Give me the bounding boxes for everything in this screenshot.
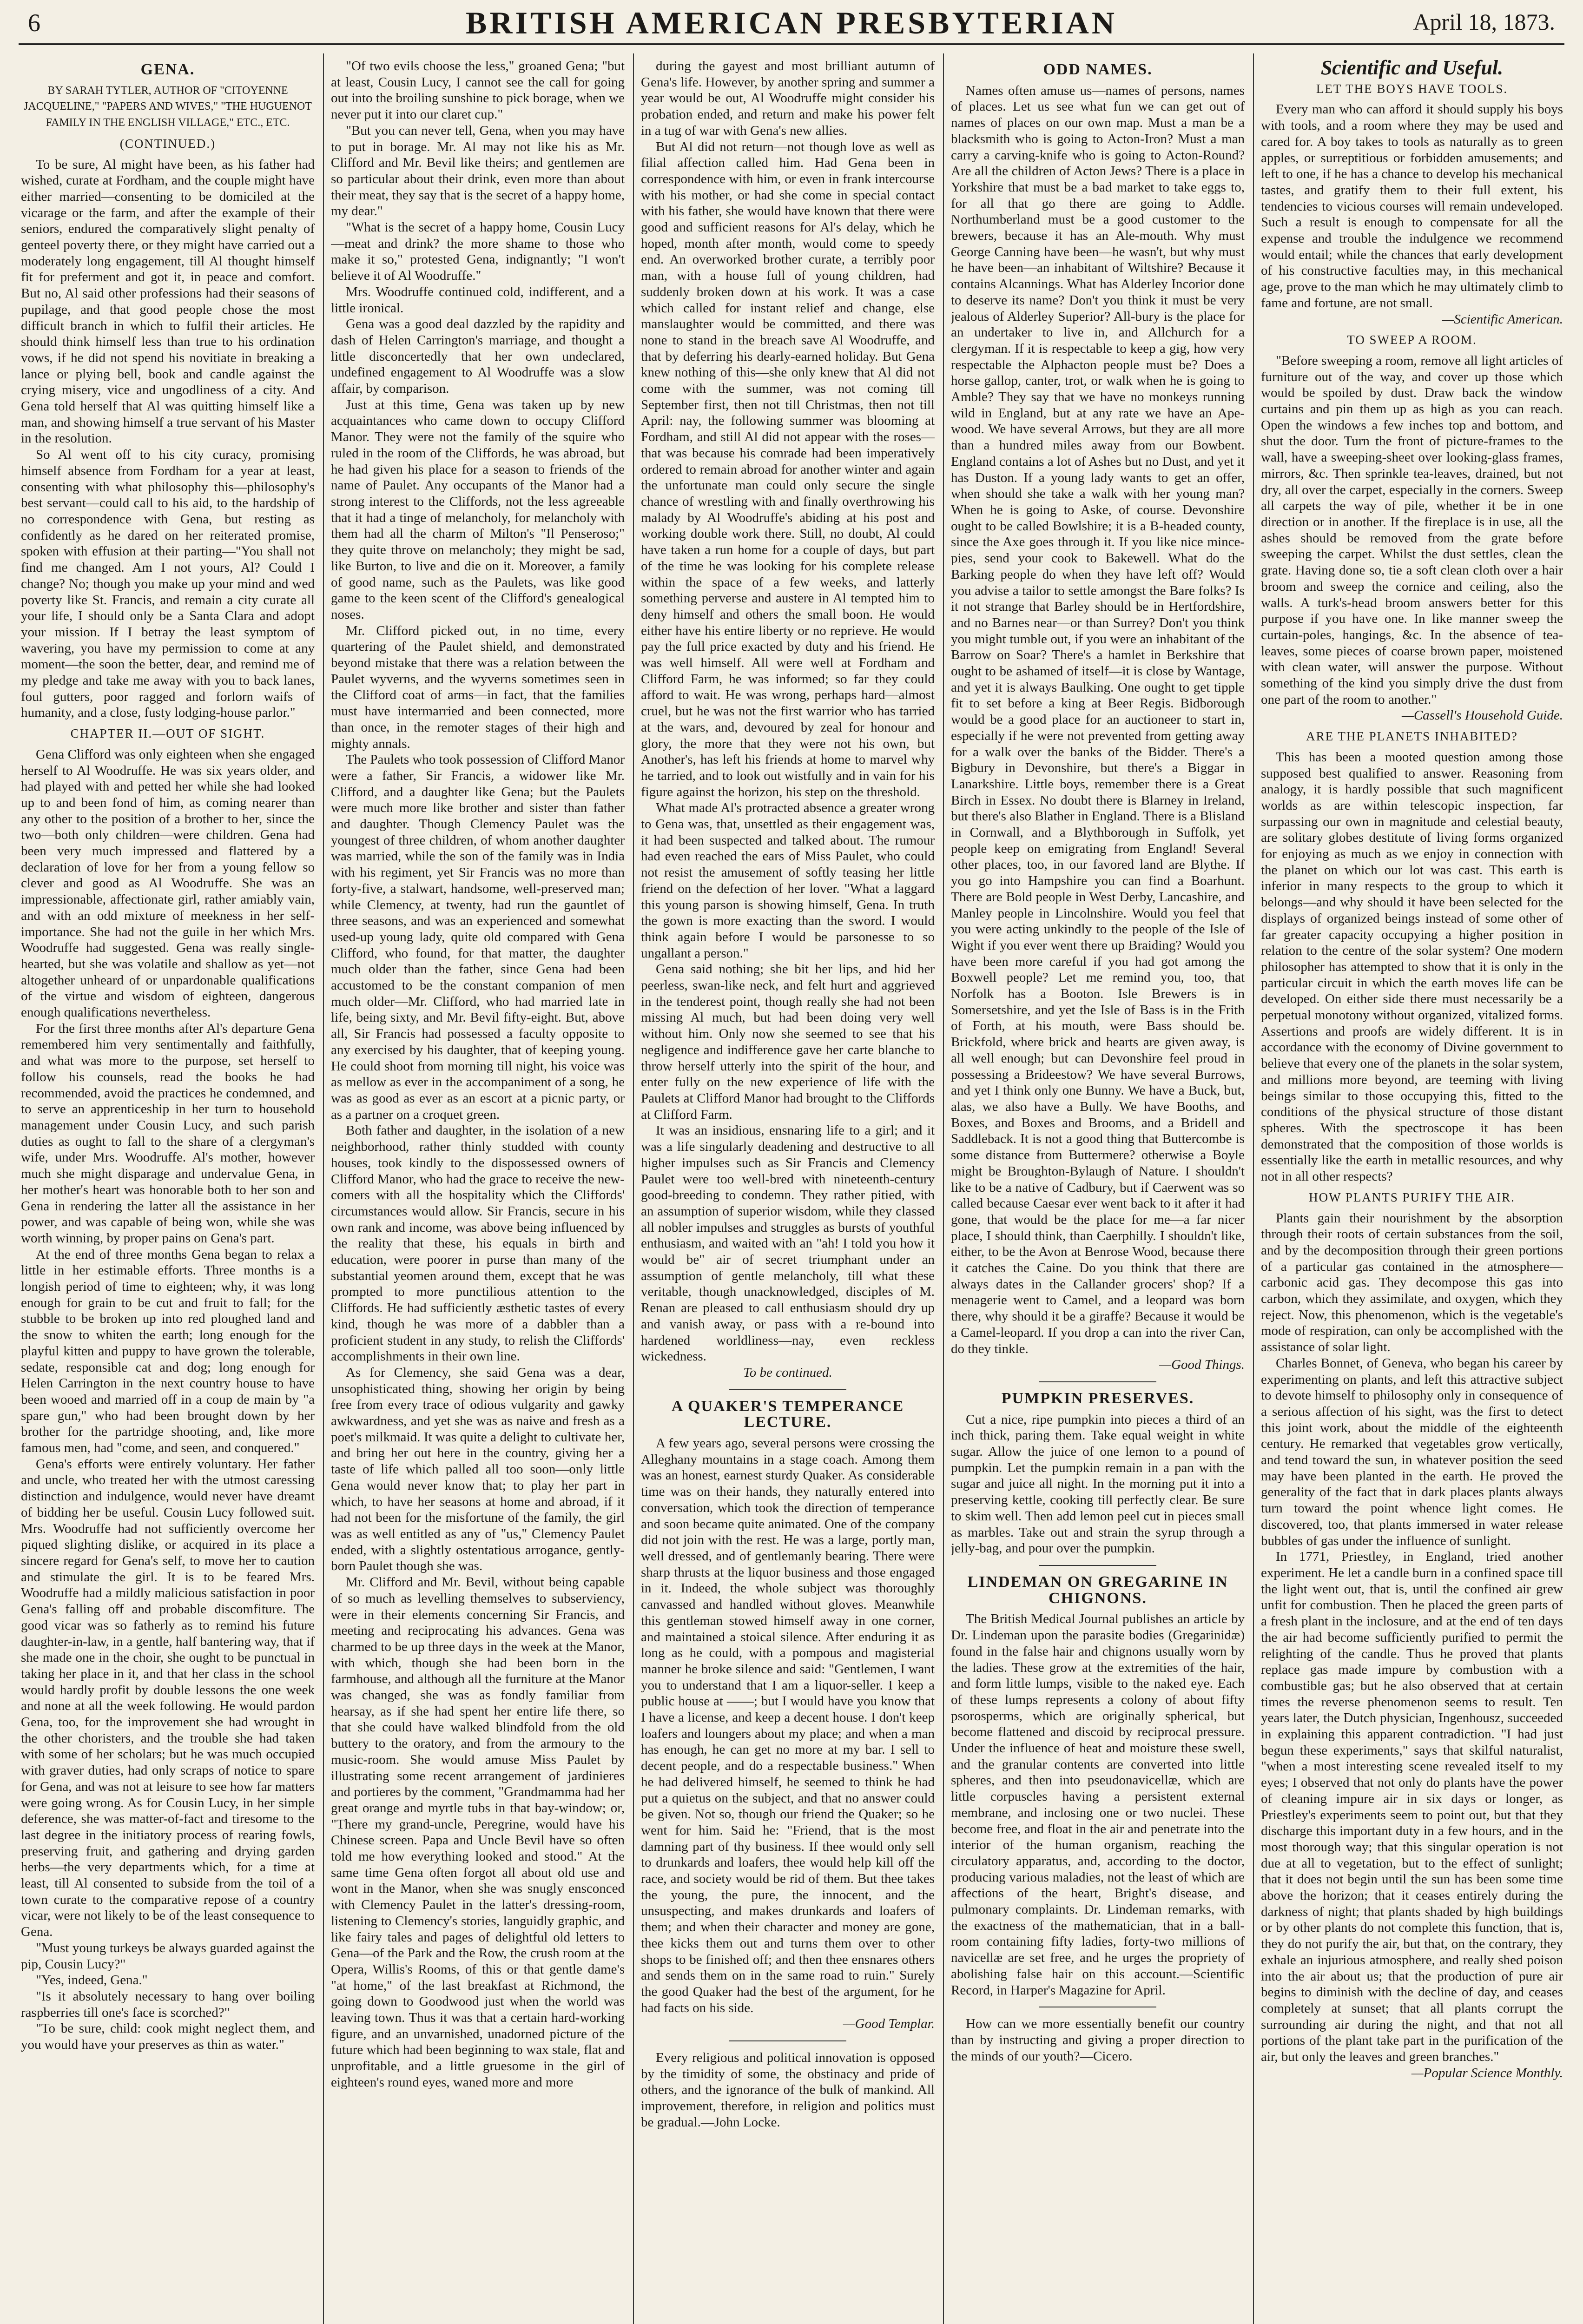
paragraph: Names often amuse us—names of persons, names of places. Let us see what fun we can get out of names of places on our own map. Must a man be a blacksmith who is going to Acton-Iron? Must a man carry a carving-knife who is going to Acton-Round? Are all the children of Acton Jews? There is a place in Yorkshire that must be a bad market to take eggs to, for all that go there are going to Addle. Northumberland must be a good customer to the brewers, because it has an Ale-mouth. Why must George Canning have been—he wasn't, but why must he have been—an inhabitant of Wiltshire? Because it contains Alcannings. What has Alderley Incorior done to deserve its name? Don't you think it must be very jealous of Alderley Superior? All-bury is the place for an undertaker to live in, and Allchurch for a clergyman. If it is respectable to keep a gig, how very respectable the Alphacton people must be? Does a horse gallop, canter, trot, or walk when he is going to Amble? They say that we have no monkeys running wild in England, but at any rate we have an Ape-wood. We have several Arrows, but they are all more than a hundred miles away from our Bowbent. England contains a lot of Ashes but no Dust, and yet it has Duston. If a young lady wants to get an offer, when should she take a walk with her young man? When he is going to Aske, of course. Devonshire ought to be called Bowlshire; it is a B-headed county, since the Axe goes through it. If you like nice mince-pies, send your cook to Bakewell. What do the Barking people do when they have left off? Would you advise a tailor to settle amongst the Bare folks? Is it not strange that Barley should be in Hertfordshire, and no Barnes near—or than Surrey? Don't you think you might tumble out, if you were an inhabitant of the Barrow on Soar? There's a hamlet in Berkshire that ought to be ashamed of itself—it is close by Wantage, and yet it is always Baulking. One ought to get tipple fit to set before a king at Beer Regis. Bidborough would be a good place for an auctioneer to start in, especially if he were not prevented from getting away for a walk over the banks of the Bidder. There's a Bigbury in Devonshire, but there's a Biggar in Lanarkshire. Little boys, remember there is a Great Birch in Essex. No doubt there is Blarney in Ireland, but there's also Blather in England. There is a Blisland in Cornwall, and a Blythborough in Suffolk, yet people keep on emigrating from England! Several other places, too, in our favored land are Blythe. If you go into Hampshire you can find a Boarhunt. There are Bold people in West Derby, Lancashire, and Manley people in Lincolnshire. Would you feel that you were acting unkindly to the people of the Isle of Wight if you ever went there up Braiding? Would you have been more careful if you had got among the Boxwell people? Let me remind you, too, that Norfolk has a Booton. Isle Brewers is in Somersetshire, and yet the Isle of Bass is in the Frith of Forth, at his mouth, were Bass should be. Brickfold, where brick and hearts are given away, is all well enough; but can Devonshire feel proud in possessing a Brideestow? We have several Burrows, and yet I think only one Bunny. We have a Buck, but, alas, we also have a Bully. We have Booths, and Boxes, and Boxes and Brooms, and a Bridell and Saddleback. It is not a good thing that Buttercombe is some distance from Buttermere? otherwise a Boyle might be Broughton-Bylaugh of Nature. I shouldn't like to be a native of Cadbury, but if Caerwent was so called because Caesar ever went back to it after it had gone, that would be the place for me—a far nicer place, I should think, than Caerphilly. I shouldn't like, either, to be the Avon at Benrose Wood, because there it catches the Caine. Do you think that there are always dates in the Callander grocers' shop? If a menagerie went to Camel, and a leopard was born there, why should it be a giraffe? Because it would be a Camel-leopard. If you drop a can into the river Can, do they tinkle.: [951, 83, 1245, 1356]
page-number: 6: [28, 9, 40, 37]
masthead: [0, 0, 1583, 42]
masthead-rule: [19, 43, 1564, 45]
paragraph: Cut a nice, ripe pumpkin into pieces a third of an inch thick, paring them. Take equal weight in white sugar. Allow the juice of one lemon to a pound of pumpkin. Let the pumpkin remain in a pan with the sugar and juice all night. In the morning put it into a preserving kettle, cooking till perfectly clear. Be sure to skim well. Then add lemon peel cut in pieces small as marbles. Take out and strain the syrup through a jelly-bag, and pour over the pumpkin.: [951, 1412, 1245, 1556]
quotation: How can we more essentially benefit our country than by instructing and giving a proper direction to the minds of our youth?—Cicero.: [951, 2016, 1245, 2064]
column-divider: [323, 53, 324, 2324]
paragraph: Charles Bonnet, of Geneva, who began his career by experimenting on plants, and left this attractive subject to devote himself to philosophy only in consequence of a serious affection of his sight, was the first to detect this joint work, about the middle of the eighteenth century. He remarked that vegetables grow vertically, and tend toward the sun, in whatever position the seed may have been planted in the earth. He proved the generality of the fact that in dark places plants always turn toward the point whence light comes. He discovered, too, that plants immersed in water release bubbles of gas under the influence of sunlight.: [1261, 1355, 1563, 1548]
paragraph: For the first three months after Al's departure Gena remembered him very sentimentally and faithfully, and what was more to the purpose, set herself to follow his counsels, read the books he had recommended, avoid the practices he condemned, and to serve an apprenticeship in her turn to household management under Cousin Lucy, and such parish duties as ought to fall to the share of a clergyman's wife, under Mrs. Woodruffe. Al's mother, however much she might disparage and undervalue Gena, in her mother's heart was honorable both to her son and Gena in rendering the latter all the assistance in her power, and was capable of being won, while she was worth winning, by proper pains on Gena's part.: [21, 1021, 315, 1246]
paragraph: So Al went off to his city curacy, promising himself absence from Fordham for a year at least, consenting with what philosophy this—philosophy's best servant—could call to his aid, to the hardship of no correspondence with Gena, but resting as confidently as he dared on her reiterated promise, spoken with effusion at their parting—"You shall not find me changed. Am I not yours, Al? Could I change? No; though you make up your mind and wed poverty like St. Francis, and remain a city curate all your life, I should only be a Santa Clara and adopt your mission. If I betray the least symptom of wavering, you have my permission to come at any moment—the soon the better, dear, and remind me of my pledge and take me away with you to back lanes, foul gutters, poor ragged and forlorn waifs of humanity, and a close, fusty lodging-house parlor.": [21, 447, 315, 720]
chapter-heading: CHAPTER II.—OUT OF SIGHT.: [70, 726, 265, 741]
article-title: PUMPKIN PRESERVES.: [1001, 1389, 1194, 1407]
article-rule: [729, 1389, 847, 1390]
paragraph: But Al did not return—not though love as well as filial affection called him. Had Gena been in correspondence with him, or even in frank intercourse with his mother, or had she come in special contact with his father, she would have known that there were good and sufficient reasons for Al's delay, which he hoped, month after month, would come to speedy end. An overworked brother curate, a terribly poor man, with a house full of young children, had suddenly broken down at his work. It was a case which called for instant relief and change, else manslaughter would be committed, and there was none to stand in the breach save Al Woodruffe, and that by deferring his dearly-earned holiday. But Gena knew nothing of this—she only knew that Al did not come with the summer, was not coming till September first, then not till Christmas, then not till April: nay, the following summer was blooming at Fordham, and still Al did not appear with the roses—that was because his comrade had been imperatively ordered to remain abroad for another winter and again the unfortunate man could only secure the single chance of wrestling with and finally overthrowing his malady by Al Woodruffe's abiding at his post and working double work there. Still, no doubt, Al could have taken a run home for a couple of days, but part of the time he was looking for his complete release within the space of a few weeks, and latterly something perverse and austere in Al tempted him to deny himself and others the small boon. He would either have his entire liberty or no reprieve. He would pay the full price exacted by duty and his friend. He was well himself. All were well at Fordham and Clifford Farm, he was informed; so far they could afford to wait. He was wrong, perhaps hard—almost cruel, but he was not the first warrior who has tarried at the wars, and, devoured by zeal for honour and glory, the more that they were not his own, but Another's, has left his friends at home to marvel why he tarried, and to look out wistfully and in vain for his figure against the horizon, his step on the threshold.: [641, 139, 935, 799]
column-5: [1261, 58, 1563, 2324]
paragraph: Gena's efforts were entirely voluntary. Her father and uncle, who treated her with the utmost caressing distinction and indulgence, would never have dreamt of bidding her be useful. Cousin Lucy followed suit. Mrs. Woodruffe had not sufficiently overcome her piqued slighting dislike, or acquired in its place a sincere regard for Gena's self, to move her to caution and stimulate the girl. It is to be feared Mrs. Woodruffe had a mildly malicious satisfaction in poor Gena's falling off and probable discomfiture. The good vicar was so fatherly as to remind his future daughter-in-law, in a gentle, half bantering way, that if she made one in the choir, she ought to be punctual in taking her place in it, and that her class in the school would hardly profit by double lessons the one week and none at all the week following. He would pardon Gena, too, for the improvement she had wrought in the other choristers, and the trouble she had taken with some of her scholars; but he was much occupied with graver duties, had only scraps of notice to spare for Gena, and was not at leisure to see how far matters were going wrong. As for Cousin Lucy, in her simple deference, she was matter-of-fact and tiresome to the last degree in the initiatory process of rearing fowls, preserving fruit, and gathering and drying garden herbs—the very departments which, for a time at least, till Al consented to subside from the toil of a town curate to the comparative repose of a country vicar, were not likely to be of the least consequence to Gena.: [21, 1456, 315, 1940]
source-credit: —Good Templar.: [843, 2016, 935, 2032]
paragraph: Mrs. Woodruffe continued cold, indifferent, and a little ironical.: [331, 284, 625, 316]
source-credit: —Popular Science Monthly.: [1411, 2065, 1563, 2080]
paragraph: What made Al's protracted absence a greater wrong to Gena was, that, unsettled as their engagement was, it had been suspected and talked about. The rumour had even reached the ears of Miss Paulet, who could not resist the amusement of softly teasing her little friend on the defection of her lover. "What a laggard this young parson is showing himself, Gena. In truth the gown is more exacting than the sword. I would think again before I would be parsonesse to so ungallant a person.": [641, 800, 935, 961]
paragraph: Mr. Clifford and Mr. Bevil, without being capable of so much as levelling themselves to subserviency, were in their elements concerning Sir Francis, and meeting and reciprocating his advances. Gena was charmed to be up three days in the week at the Manor, with which, though she had been born in the farmhouse, and although all the furniture at the Manor was changed, she was as fondly familiar from hearsay, as if she had spent her entire life there, so that she could have walked blindfold from the old buttery to the oratory, and from the armoury to the music-room. She would amuse Miss Paulet by illustrating some recent arrangement of jardinieres and portieres by the comment, "Grandmamma had her great orange and myrtle tubs in that bay-window; or, "There my grand-uncle, Peregrine, would have his Chinese screen. Papa and Uncle Bevil have so often told me how everything looked and stood." At the same time Gena often forgot all about old use and wont in the Manor, when she was snugly ensconced with Clemency Paulet in the latter's dressing-room, listening to Clemency's stories, languidly graphic, and like fairy tales and pages of delightful old letters to Gena—of the Park and the Row, the crush room at the Opera, Willis's Rooms, of this or that gentle dame's "at home," of the last breakfast at Richmond, the going down to Goodwood just when the world was leaving town. Thus it was that a certain hard-working figure, and an unvarnished, unadorned picture of the future which had been beginning to wax stale, flat and unprofitable, and a little gruesome in the girl of eighteen's round eyes, waned more and more: [331, 1575, 625, 2090]
article-heading: TO SWEEP A ROOM.: [1347, 333, 1477, 347]
paragraph: Gena Clifford was only eighteen when she engaged herself to Al Woodruffe. He was six years older, and had played with and petted her while she had looked up to and been fond of him, as coming nearer than any other to the position of a brother to her, since the two—both only children—were children. Gena had been very much impressed and flattered by a declaration of love for her from a young fellow so clever and good as Al Woodruffe. She was an impressionable, affectionate girl, rather amiably vain, and with an odd mixture of meekness in her self-importance. She had not the guile in her which Mrs. Woodruffe had suggested. Gena was really single-hearted, but she was volatile and shallow as yet—not altogether unheard of or unpardonable qualifications of the virtue and wisdom of eighteen, dangerous enough qualifications nevertheless.: [21, 746, 315, 1020]
column-2: [331, 58, 625, 2324]
paragraph: "What is the secret of a happy home, Cousin Lucy—meat and drink? the more shame to those who make it so," protested Gena, indignantly; "I won't believe it of Al Woodruffe.": [331, 220, 625, 284]
section-heading: Scientific and Useful.: [1320, 58, 1504, 79]
article-heading: ARE THE PLANETS INHABITED?: [1306, 729, 1518, 744]
article-heading: HOW PLANTS PURIFY THE AIR.: [1309, 1190, 1515, 1204]
paragraph: Mr. Clifford picked out, in no time, every quartering of the Paulet shield, and demonstrated beyond mistake that there was a relation between the Paulet wyverns, and the wyverns sometimes seen in the Clifford coat of arms—in fact, that the families must have intermarried and been connected, more than once, in the remoter stages of their high and mighty annals.: [331, 623, 625, 751]
article-rule: [1039, 1381, 1157, 1382]
source-credit: —Good Things.: [1159, 1357, 1245, 1373]
paragraph: "To be sure, child: cook might neglect them, and you would have your preserves as thin as water.": [21, 2021, 315, 2053]
paragraph: "Before sweeping a room, remove all light articles of furniture out of the way, and cover up those which would be spoiled by dust. Draw back the window curtains and pin them up as high as you can reach. Open the windows a few inches top and bottom, and shut the door. Turn the front of picture-frames to the wall, have a sweeping-sheet over looking-glass frames, mirrors, &c. Then sprinkle tea-leaves, drained, but not dry, all over the carpet, especially in the corners. Sweep all carpets the way of pile, whether it be in one direction or in another. If the fireplace is in use, all the ashes should be removed from the grate before sweeping the carpet. Whilst the dust settles, clean the grate. Having done so, tie a soft clean cloth over a hair broom and sweep the cornice and ceiling, also the walls. A turk's-head broom answers better for this purpose if you have one. In like manner sweep the curtain-poles, hangings, &c. In the absence of tea-leaves, some pieces of coarse brown paper, moistened with clean water, will answer the purpose. Without something of the kind you simply drive the dust from one part of the room to another.": [1261, 353, 1563, 707]
article-title: ODD NAMES.: [1043, 61, 1153, 78]
article-title: GENA.: [140, 61, 195, 78]
article-title: LINDEMAN ON GREGARINE IN CHIGNONS.: [967, 1573, 1228, 1607]
paragraph: To be sure, Al might have been, as his father had wished, curate at Fordham, and the couple might have either married—consenting to be domiciled at the vicarage or the farm, and after the example of their seniors, endured the comparatively slight penalty of genteel poverty there, or they might have carried out a moderately long engagement, till Al thought himself fit for preferment and got it, in peace and comfort. But no, Al said other professions had their seasons of pupilage, and that good people chose the most difficult branch in which to fulfil their articles. He should think himself less than true to his ordination vows, if he did not spend his novitiate in breaking a lance or plying bell, book and candle against the crying misery, vice and ungodliness of a city. And Gena told herself that Al was quitting himself like a man, and showing himself a true servant of his Master in the resolution.: [21, 157, 315, 446]
paragraph: The Paulets who took possession of Clifford Manor were a father, Sir Francis, a widower like Mr. Clifford, and a daughter like Gena; but the Paulets were much more like brother and sister than father and daughter. Though Clemency Paulet was the youngest of three children, of whom another daughter was married, while the son of the family was in India with his regiment, yet Sir Francis was no more than forty-five, a stalwart, handsome, well-preserved man; while Clemency, at twenty, had run the gauntlet of three seasons, and was an experienced and somewhat used-up young lady, quite old compared with Gena Clifford, who found, for that matter, the daughter much older than the father, since Gena had been accustomed to be the constant companion of men much older—Mr. Clifford, who had married late in life, being sixty, and Mr. Bevil fifty-eight. But, above all, Sir Francis had possessed a faculty opposite to any exercised by his daughter, that of keeping young. He could shoot from morning till night, his voice was as mellow as ever in the accompaniment of a song, he was as good as ever as an escort at a picnic party, or as a partner on a croquet green.: [331, 752, 625, 1122]
continued-note: (CONTINUED.): [119, 136, 216, 151]
paragraph: At the end of three months Gena began to relax a little in her estimable efforts. Three months is a longish period of time to eighteen; why, it was long enough for grain to be cut and fruit to fall; for the stubble to be broken up into red ploughed land and the snow to whiten the earth; long enough for the playful kitten and puppy to have grown the tolerable, sedate, responsible cat and dog; long enough for Helen Carrington in the next country house to have been wooed and married off in a coup de main by "a spare gun," who had been brought down by her brother for the partridge shooting, and, like more famous men, had "come, and seen, and conquered.": [21, 1247, 315, 1456]
paragraph: This has been a mooted question among those supposed best qualified to answer. Reasoning from analogy, it is hardly possible that such magnificent worlds as are within telescopic inspection, far surpassing our own in magnitude and celestial beauty, are solitary globes destitute of living forms organized for enjoying as much as we enjoy in connection with the planet on which our lot was cast. This earth is inferior in many respects to the group to which it belongs—and why should it have been selected for the displays of organized beings instead of some other of far greater capacity occupying a higher position in relation to the centre of the solar system? One modern philosopher has attempted to show that it is only in the particular circuit in which the earth moves life can be developed. On either side there must necessarily be a perpetual monotony without organized, vitalized forms. Assertions and proofs are widely different. It is in accordance with the economy of Divine government to believe that every one of the planets in the solar system, and millions more beyond, are teeming with living beings similar to those occupying this, fitted to the conditions of the physical structure of those distant spheres. With the spectroscope it has been demonstrated that the composition of those worlds is essentially like the earth in metallic resources, and why not in all other respects?: [1261, 749, 1563, 1184]
quotation: Every religious and political innovation is opposed by the timidity of some, the obstinacy and pride of others, and the ignorance of the bulk of mankind. All improvement, therefore, in religion and politics must be gradual.—John Locke.: [641, 2050, 935, 2130]
paragraph: Just at this time, Gena was taken up by new acquaintances who came down to occupy Clifford Manor. They were not the family of the squire who ruled in the room of the Cliffords, he was abroad, but he had given his place for a season to friends of the name of Paulet. Any occupants of the Manor had a strong interest to the Cliffords, not the less agreeable that it had a tinge of melancholy, for melancholy with them had all the charm of Milton's "Il Penseroso;" they quite throve on melancholy; they might be sad, like Burton, to live and die on it. Moreover, a family of good name, such as the Paulets, was like good game to the keen scent of the Clifford's genealogical noses.: [331, 397, 625, 622]
paragraph: "Must young turkeys be always guarded against the pip, Cousin Lucy?": [21, 1940, 315, 1972]
article-heading: LET THE BOYS HAVE TOOLS.: [1316, 81, 1508, 96]
paragraph: Every man who can afford it should supply his boys with tools, and a room where they may be used and cared for. A boy takes to tools as naturally as to green apples, or surreptitious or forbidden amusements; and left to one, if he has a chance to develop his mechanical tastes, and gratify them to their full extent, his tendencies to vicious courses will remain undeveloped. Such a result is enough to compensate for all the expense and trouble the indulgence we recommend would entail; while the chances that early development of his constructive faculties may, in this mechanical age, prove to the man which he may ultimately climb to fame and fortune, are not small.: [1261, 102, 1563, 310]
article-rule: [729, 2040, 847, 2041]
column-divider: [943, 53, 944, 2324]
paragraph: "But you can never tell, Gena, when you may have to put in borage. Mr. Al may not like his as Mr. Clifford and Mr. Bevil like theirs; and gentlemen are so particular about their drink, even more than about their meat, they say that is the secret of a happy home, my dear.": [331, 123, 625, 219]
to-be-continued: To be continued.: [743, 1365, 832, 1380]
paragraph: "Yes, indeed, Gena.": [36, 1973, 148, 1988]
paragraph: It was an insidious, ensnaring life to a girl; and it was a life singularly deadening and destructive to all higher impulses such as Sir Francis and Clemency Paulet were too well-bred with nineteenth-century good-breeding to condemn. They rather pitied, with an assumption of superior wisdom, while they classed all nobler impulses and struggles as bursts of youthful enthusiasm, and waited with an "ah! I told you how it would be" air of secret triumphant under an assumption of gentle melancholy, till what these veritable, though unacknowledged, disciples of M. Renan are pleased to call enthusiasm should dry up and vanish away, or pass with a re-bound into hardened worldliness—nay, even reckless wickedness.: [641, 1123, 935, 1364]
column-divider: [633, 53, 634, 2324]
paragraph: Gena said nothing; she bit her lips, and hid her peerless, swan-like neck, and felt hurt and aggrieved in the tenderest point, though really she had not been missing Al much, but had been doing very well without him. Only now she seemed to see that his negligence and indifference gave her carte blanche to throw herself utterly into the spirit of the hour, and enter fully on the new experience of life with the Paulets at Clifford Manor had brought to the Cliffords at Clifford Farm.: [641, 962, 935, 1122]
paragraph: Gena was a good deal dazzled by the rapidity and dash of Helen Carrington's marriage, and thought a little disconcertedly that her own undeclared, undefined engagement to Al Woodruffe was a slow affair, by comparison.: [331, 317, 625, 396]
paragraph: "Is it absolutely necessary to hang over boiling raspberries till one's face is scorched?": [21, 1988, 315, 2020]
column-3: [641, 58, 935, 2324]
publication-title: BRITISH AMERICAN PRESBYTERIAN: [465, 5, 1118, 40]
column-1: [21, 58, 315, 2324]
paragraph: "Of two evils choose the less," groaned Gena; "but at least, Cousin Lucy, I cannot see the call for going out into the broiling sunshine to pick borage, when we never put it into our claret cup.": [331, 59, 625, 122]
source-credit: —Scientific American.: [1442, 311, 1563, 327]
paragraph: Plants gain their nourishment by the absorption through their roots of certain substances from the soil, and by the decomposition through their green portions of a particular gas contained in the atmosphere—carbonic acid gas. They decompose this gas into carbon, which they assimilate, and oxygen, which they reject. Now, this phenomenon, which is the vegetable's mode of respiration, can only be accomplished with the assistance of solar light.: [1261, 1210, 1563, 1355]
article-title: A QUAKER'S TEMPERANCE LECTURE.: [671, 1397, 904, 1431]
paragraph: during the gayest and most brilliant autumn of Gena's life. However, by another spring and summer a year would be out, Al Woodruffe might consider his probation ended, and return and make his power felt in a tug of war with Gena's new allies.: [641, 59, 935, 138]
paragraph: A few years ago, several persons were crossing the Alleghany mountains in a stage coach. Among them was an honest, earnest sturdy Quaker. As considerable time was on their hands, they naturally entered into conversation, which took the direction of temperance and soon became quite animated. One of the company did not join with the rest. He was a large, portly man, well dressed, and of gentlemanly bearing. There were sharp thrusts at the liquor business and those engaged in it. Indeed, the whole subject was thoroughly canvassed and handled without gloves. Meanwhile this gentleman stowed himself away in one corner, and maintained a stoical silence. After enduring it as long as he could, with a pompous and magisterial manner he broke silence and said: "Gentlemen, I want you to understand that I am a liquor-seller. I keep a public house at ——; but I would have you know that I have a license, and keep a decent house. I don't keep loafers and loungers about my place; and when a man has enough, he can get no more at my bar. I sell to decent people, and do a respectable business." When he had delivered himself, he seemed to think he had put a quietus on the subject, and that no answer could be given. Not so, though our friend the Quaker; so he went for him. Said he: "Friend, that is the most damning part of thy business. If thee would only sell to drunkards and loafers, thee would help kill off the race, and society would be rid of them. But thee takes the young, the pure, the innocent, and the unsuspecting, and makes drunkards and loafers of them; and when their character and money are gone, thee kicks them out and turns them over to other shops to be finished off; and then thee ensnares others and sends them on in the same road to ruin." Surely the good Quaker had the best of the argument, for he had facts on his side.: [641, 1436, 935, 2015]
column-4: [951, 58, 1245, 2324]
paragraph: Both father and daughter, in the isolation of a new neighborhood, rather thinly studded with county houses, took kindly to the dispossessed owners of Clifford Manor, who had the grace to receive the new-comers with all the hospitality which the Cliffords' circumstances would allow. Sir Francis, secure in his own rank and income, was above being influenced by the reality that these, his equals in birth and education, were poorer in purse than many of the substantial yeomen around them, except that he was prompted to more punctilious attention to the Cliffords. He had sufficiently æsthetic tastes of every kind, though he was more of a dabbler than a proficient student in any study, to relish the Cliffords' accomplishments in their own line.: [331, 1123, 625, 1364]
paragraph: As for Clemency, she said Gena was a dear, unsophisticated thing, showing her origin by being free from every trace of odious vulgarity and gawky awkwardness, and yet she was as naive and fresh as a poet's milkmaid. It was quite a delight to cultivate her, and bring her out here in the country, giving her a taste of life which palled all too soon—only little Gena would never know that; to play her part in which, to have her seasons at home and abroad, if it had not been for the misfortune of the family, the girl was as well entitled as any of "us," Clemency Paulet ended, with a slightly ostentatious arrogance, gently-born Paulet though she was.: [331, 1365, 625, 1574]
byline: BY SARAH TYTLER, AUTHOR OF "CITOYENNE JACQUELINE," "PAPERS AND WIVES," "THE HUGUENOT FAMILY IN THE ENGLISH VILLAGE," ETC., ETC.: [24, 84, 312, 129]
paragraph: The British Medical Journal publishes an article by Dr. Lindeman upon the parasite bodies (Gregarinidæ) found in the false hair and chignons usually worn by the ladies. These grow at the extremities of the hair, and form little lumps, visible to the naked eye. Each of these lumps represents a colony of about fifty psorosperms, which are originally spherical, but become flattened and discoid by reciprocal pressure. Under the influence of heat and moisture these swell, and the granular contents are converted into little spheres, and then into pseudonavicellæ, which are little corpuscles having a persistent external membrane, and inclosing one or two nuclei. These become free, and float in the air and penetrate into the interior of the human organism, reaching the circulatory apparatus, and, according to the doctor, producing various maladies, not the least of which are affections of the heart, Bright's disease, and pulmonary complaints. Dr. Lindeman remarks, with the exactness of the mathematician, that in a ball-room containing fifty ladies, forty-two millions of navicellæ are set free, and he urges the propriety of abolishing false hair on this account.—Scientific Record, in Harper's Magazine for April.: [951, 1611, 1245, 1998]
column-divider: [1253, 53, 1254, 2324]
source-credit: —Cassell's Household Guide.: [1402, 708, 1563, 723]
article-rule: [1039, 1565, 1157, 1566]
publication-date: April 18, 1873.: [1413, 9, 1555, 35]
paragraph: In 1771, Priestley, in England, tried another experiment. He let a candle burn in a confined space till the light went out, that is, until the confined air grew unfit for combustion. Then he placed the green parts of a fresh plant in the inclosure, and at the end of ten days the air had become sufficiently purified to permit the relighting of the candle. Thus he proved that plants replace gas made impure by combustion with a combustible gas; but he also observed that at certain times the reverse phenomenon seems to result. Ten years later, the Dutch physician, Ingenhousz, succeeded in explaining this apparent contradiction. "I had just begun these experiments," says that skilful naturalist, "when a most interesting scene revealed itself to my eyes; I observed that not only do plants have the power of cleaning impure air in six days or longer, as Priestley's experiments seem to point out, but that they discharge this important duty in a few hours, and in the most thorough way; that this singular operation is not due at all to vegetation, but to the effect of sunlight; that it does not begin until the sun has been some time above the horizon; that it ceases entirely during the darkness of night; that plants shaded by high buildings or by other plants do not complete this function, that is, they do not purify the air, but that, on the contrary, they exhale an injurious atmosphere, and really shed poison into the air about us; that the production of pure air begins to diminish with the decline of day, and ceases completely at sunset; that all plants corrupt the surrounding air during the night, and that not all portions of the plant take part in the purification of the air, but only the leaves and green branches.": [1261, 1549, 1563, 2065]
